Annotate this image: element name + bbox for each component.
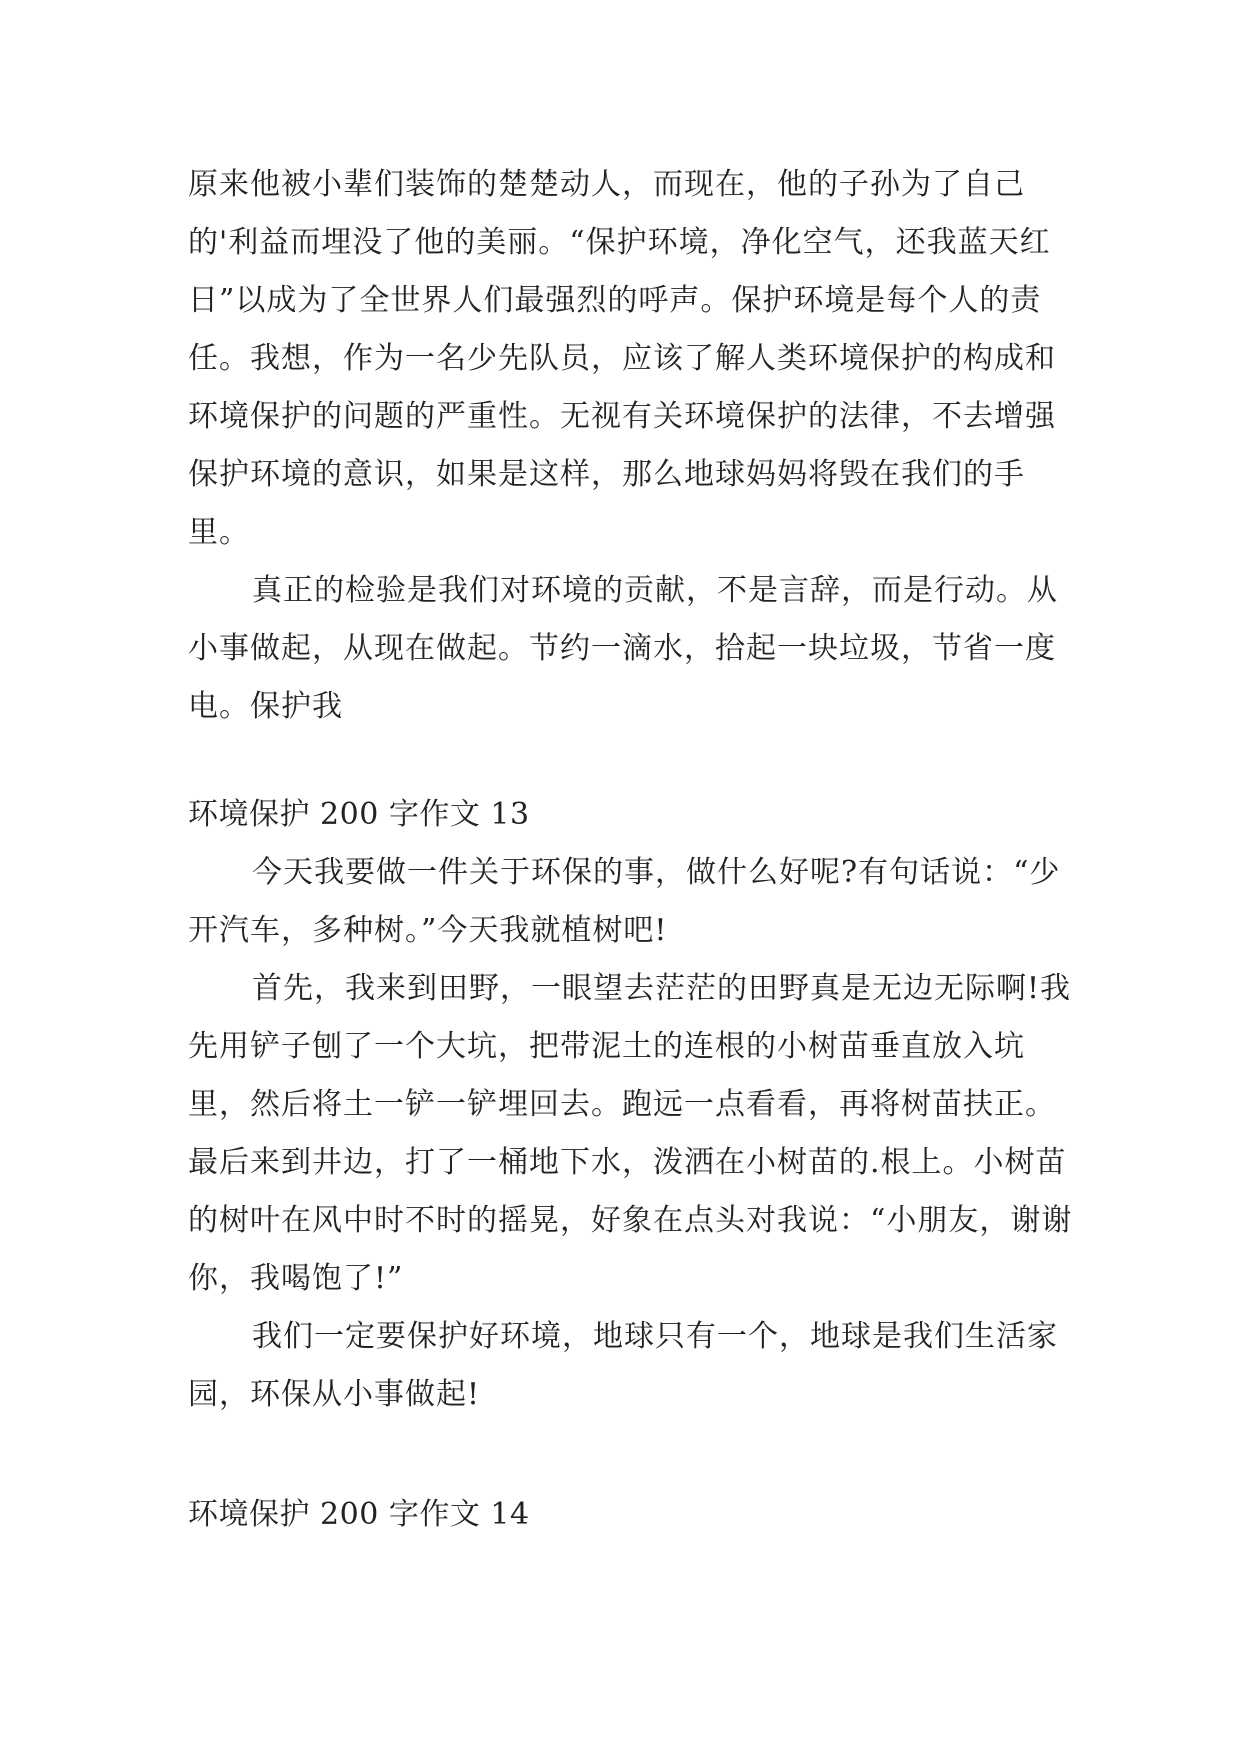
section-spacer [188, 736, 1078, 786]
paragraph: 真正的检验是我们对环境的贡献，不是言辞，而是行动。从小事做起，从现在做起。节约一滴水，拾起一块垃圾，节省一度电。保护我 [188, 573, 1058, 724]
paragraph: 我们一定要保护好环境，地球只有一个，地球是我们生活家园，环保从小事做起! [188, 1319, 1058, 1412]
paragraph: 首先，我来到田野，一眼望去茫茫的田野真是无边无际啊!我先用铲子刨了一个大坑，把带泥土的连根的小树苗垂直放入坑里，然后将土一铲一铲埋回去。跑远一点看看，再将树苗扶正。最后来到井边，打了一桶地下水，泼洒在小树苗的.根上。小树苗的树叶在风中时不时的摇晃，好象在点头对我说：“小朋友，谢谢你，我喝饱了!” [188, 971, 1073, 1296]
document-body [188, 156, 1078, 1544]
paragraph: 原来他被小辈们装饰的楚楚动人，而现在，他的子孙为了自己的'利益而埋没了他的美丽。“保护环境，净化空气，还我蓝天红日”以成为了全世界人们最强烈的呼声。保护环境是每个人的责任。我想，作为一名少先队员，应该了解人类环境保护的构成和环境保护的问题的严重性。无视有关环境保护的法律，不去增强保护环境的意识，如果是这样，那么地球妈妈将毁在我们的手里。 [188, 167, 1056, 550]
paragraph: 今天我要做一件关于环保的事，做什么好呢?有句话说：“少开汽车，多种树。”今天我就植树吧! [188, 855, 1061, 948]
section-heading-13: 环境保护 200 字作文 13 [188, 797, 530, 832]
section-spacer [188, 1424, 1078, 1486]
section-heading-14: 环境保护 200 字作文 14 [188, 1497, 530, 1532]
